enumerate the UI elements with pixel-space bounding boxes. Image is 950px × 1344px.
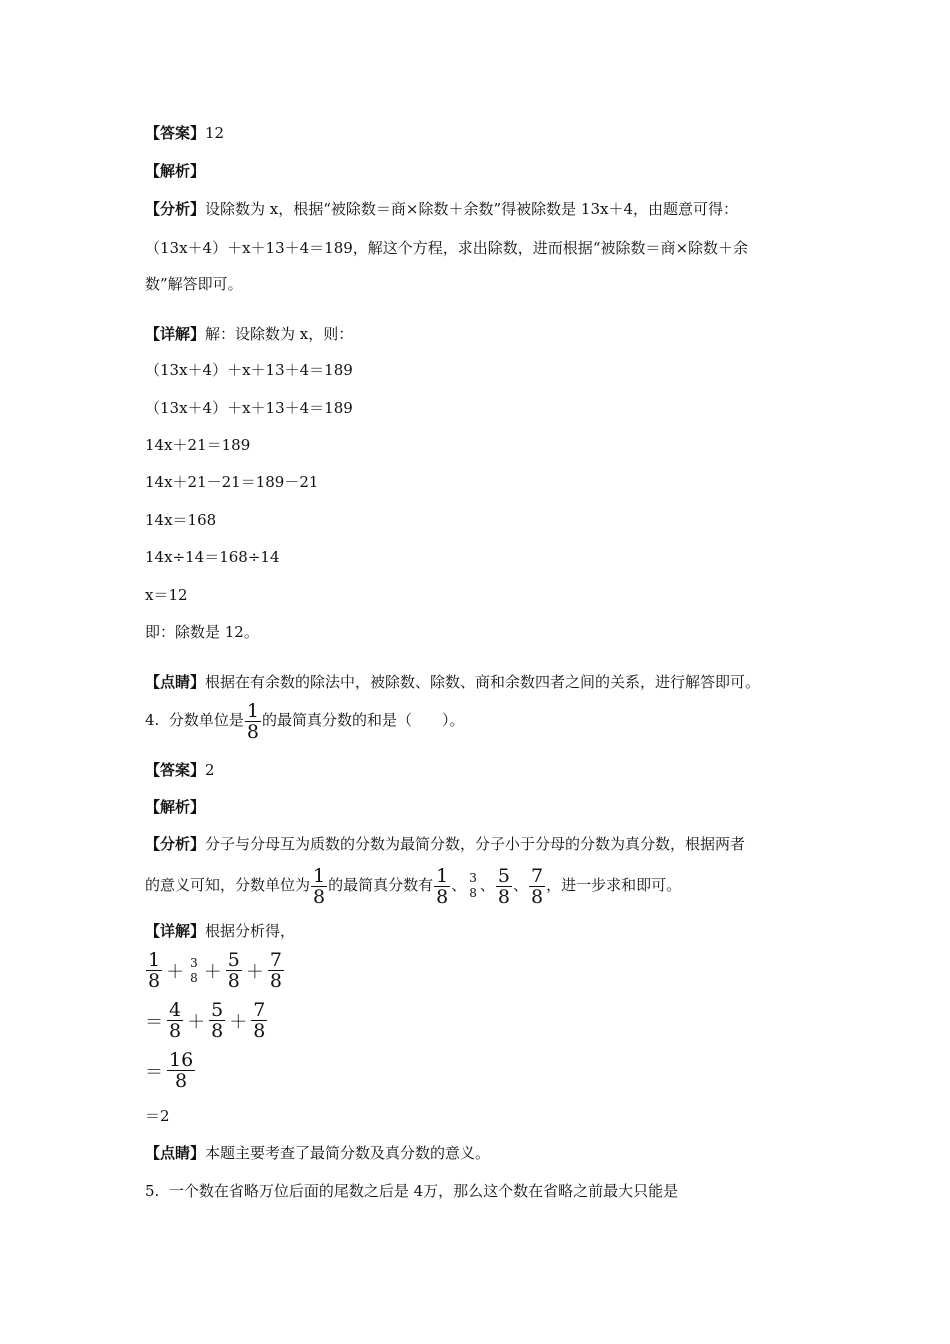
step-line: x＝12 bbox=[145, 586, 188, 604]
answer-value: 2 bbox=[205, 761, 215, 779]
fraction-denominator: 8 bbox=[497, 885, 510, 908]
fenxi-text-2a: 的意义可知，分数单位为 bbox=[145, 876, 311, 894]
fraction bbox=[245, 701, 261, 742]
conclusion-line: 即：除数是 12。 bbox=[145, 623, 259, 641]
fraction-numerator: 1 bbox=[148, 949, 161, 971]
fraction bbox=[167, 1000, 183, 1041]
fenxi-line-2: （13x＋4）＋x＋13＋4＝189，解这个方程，求出除数，进而根据“被除数＝商×除数＋余 bbox=[145, 239, 749, 257]
step-line: 14x＝168 bbox=[145, 511, 217, 529]
fraction bbox=[311, 866, 327, 907]
equals-sign: ＝ bbox=[145, 1061, 163, 1083]
dianjing-text: 根据在有余数的除法中，被除数、除数、商和余数四者之间的关系，进行解答即可。 bbox=[205, 673, 761, 691]
fraction-numerator: 16 bbox=[169, 1049, 194, 1071]
fenxi-line-3: 数”解答即可。 bbox=[145, 275, 243, 293]
separator: 、 bbox=[512, 876, 528, 894]
analysis-line bbox=[145, 161, 205, 181]
answer-line bbox=[145, 123, 224, 143]
fraction-numerator: 3 bbox=[190, 955, 198, 970]
fraction-numerator: 1 bbox=[436, 864, 449, 887]
question-5 bbox=[145, 1181, 678, 1201]
fraction-denominator: 8 bbox=[190, 970, 198, 985]
fraction-numerator: 3 bbox=[469, 871, 477, 885]
fraction-denominator: 8 bbox=[269, 970, 282, 992]
fraction bbox=[226, 950, 242, 991]
dianjing-line bbox=[145, 1143, 490, 1163]
xiangjie-tag: 【详解】 bbox=[145, 922, 206, 940]
step-line: 14x＋21＝189 bbox=[145, 436, 251, 454]
fraction bbox=[268, 950, 284, 991]
fraction bbox=[209, 1000, 225, 1041]
dianjing-tag: 【点睛】 bbox=[145, 673, 206, 691]
xiangjie-text: 根据分析得， bbox=[205, 922, 296, 940]
equals-sign: ＝ bbox=[145, 1011, 163, 1033]
xiangjie-text: 解：设除数为 x，则： bbox=[205, 325, 354, 343]
fraction-denominator: 8 bbox=[469, 886, 477, 900]
fenxi-text-2b: 的最简真分数有 bbox=[328, 876, 434, 894]
math-step-1 bbox=[145, 950, 285, 991]
question-number: 5. bbox=[145, 1182, 160, 1200]
analysis-line bbox=[145, 797, 205, 817]
answer-value: 12 bbox=[205, 124, 225, 142]
question-4 bbox=[145, 697, 464, 743]
fenxi-tag: 【分析】 bbox=[145, 200, 206, 218]
xiangjie-line bbox=[145, 921, 295, 941]
fraction-denominator: 8 bbox=[175, 1070, 188, 1092]
question-text: 一个数在省略万位后面的尾数之后是 4万，那么这个数在省略之前最大只能是 bbox=[168, 1182, 679, 1200]
fraction-numerator: 1 bbox=[313, 864, 326, 887]
separator: 、 bbox=[479, 876, 495, 894]
fraction-denominator: 8 bbox=[211, 1020, 224, 1042]
fraction-denominator: 8 bbox=[227, 970, 240, 992]
fraction-denominator: 8 bbox=[246, 720, 259, 743]
xiangjie-tag: 【详解】 bbox=[145, 325, 206, 343]
fraction bbox=[167, 1050, 195, 1091]
fenxi-text-1: 分子与分母互为质数的分数为最简分数，分子小于分母的分数为真分数，根据两者 bbox=[205, 835, 746, 853]
analysis-tag: 【解析】 bbox=[145, 162, 206, 180]
dianjing-text: 本题主要考查了最简分数及真分数的意义。 bbox=[205, 1144, 491, 1162]
fraction bbox=[146, 950, 162, 991]
fraction-denominator: 8 bbox=[169, 1020, 182, 1042]
answer-line bbox=[145, 760, 215, 780]
fenxi-line-1 bbox=[145, 199, 738, 219]
answer-tag: 【答案】 bbox=[145, 124, 206, 142]
plus-sign: ＋ bbox=[229, 1011, 248, 1033]
fraction-numerator: 5 bbox=[497, 864, 510, 887]
fraction-numerator: 7 bbox=[253, 999, 266, 1021]
xiangjie-line bbox=[145, 324, 353, 344]
fenxi-tag: 【分析】 bbox=[145, 835, 206, 853]
math-final: ＝2 bbox=[145, 1107, 170, 1125]
dianjing-line bbox=[145, 672, 760, 692]
math-step-2 bbox=[145, 1000, 268, 1041]
plus-sign: ＋ bbox=[166, 961, 185, 983]
fenxi-text-1: 设除数为 x，根据“被除数＝商×除数＋余数”得被除数是 13x＋4，由题意可得： bbox=[205, 200, 739, 218]
fraction bbox=[467, 871, 479, 901]
step-line: （13x＋4）＋x＋13＋4＝189 bbox=[145, 361, 353, 379]
step-line: 14x＋21－21＝189－21 bbox=[145, 473, 319, 491]
plus-sign: ＋ bbox=[203, 961, 222, 983]
fraction bbox=[529, 866, 545, 907]
dianjing-tag: 【点睛】 bbox=[145, 1144, 206, 1162]
fraction-denominator: 8 bbox=[253, 1020, 266, 1042]
fraction-numerator: 7 bbox=[269, 949, 282, 971]
question-text-before: 分数单位是 bbox=[168, 711, 244, 729]
fenxi-text-2c: ，进一步求和即可。 bbox=[546, 876, 682, 894]
question-number: 4. bbox=[145, 711, 160, 729]
fraction-numerator: 7 bbox=[531, 864, 544, 887]
fraction bbox=[251, 1000, 267, 1041]
answer-tag: 【答案】 bbox=[145, 761, 206, 779]
fraction-denominator: 8 bbox=[436, 885, 449, 908]
plus-sign: ＋ bbox=[245, 961, 264, 983]
fraction bbox=[188, 956, 200, 986]
fraction-numerator: 4 bbox=[169, 999, 182, 1021]
fraction bbox=[434, 866, 450, 907]
fraction bbox=[496, 866, 512, 907]
fraction-denominator: 8 bbox=[531, 885, 544, 908]
fraction-denominator: 8 bbox=[313, 885, 326, 908]
math-step-3 bbox=[145, 1050, 196, 1091]
analysis-tag: 【解析】 bbox=[145, 798, 206, 816]
step-line: 14x÷14＝168÷14 bbox=[145, 548, 280, 566]
fraction-numerator: 5 bbox=[211, 999, 224, 1021]
fraction-denominator: 8 bbox=[148, 970, 161, 992]
plus-sign: ＋ bbox=[187, 1011, 206, 1033]
fenxi-line-1 bbox=[145, 834, 745, 854]
fraction-numerator: 5 bbox=[227, 949, 240, 971]
question-text-after: 的最简真分数的和是（ ）。 bbox=[261, 711, 465, 729]
fraction-numerator: 1 bbox=[246, 699, 259, 722]
separator: 、 bbox=[451, 876, 467, 894]
fenxi-line-2 bbox=[145, 862, 681, 908]
step-line: （13x＋4）＋x＋13＋4＝189 bbox=[145, 399, 353, 417]
